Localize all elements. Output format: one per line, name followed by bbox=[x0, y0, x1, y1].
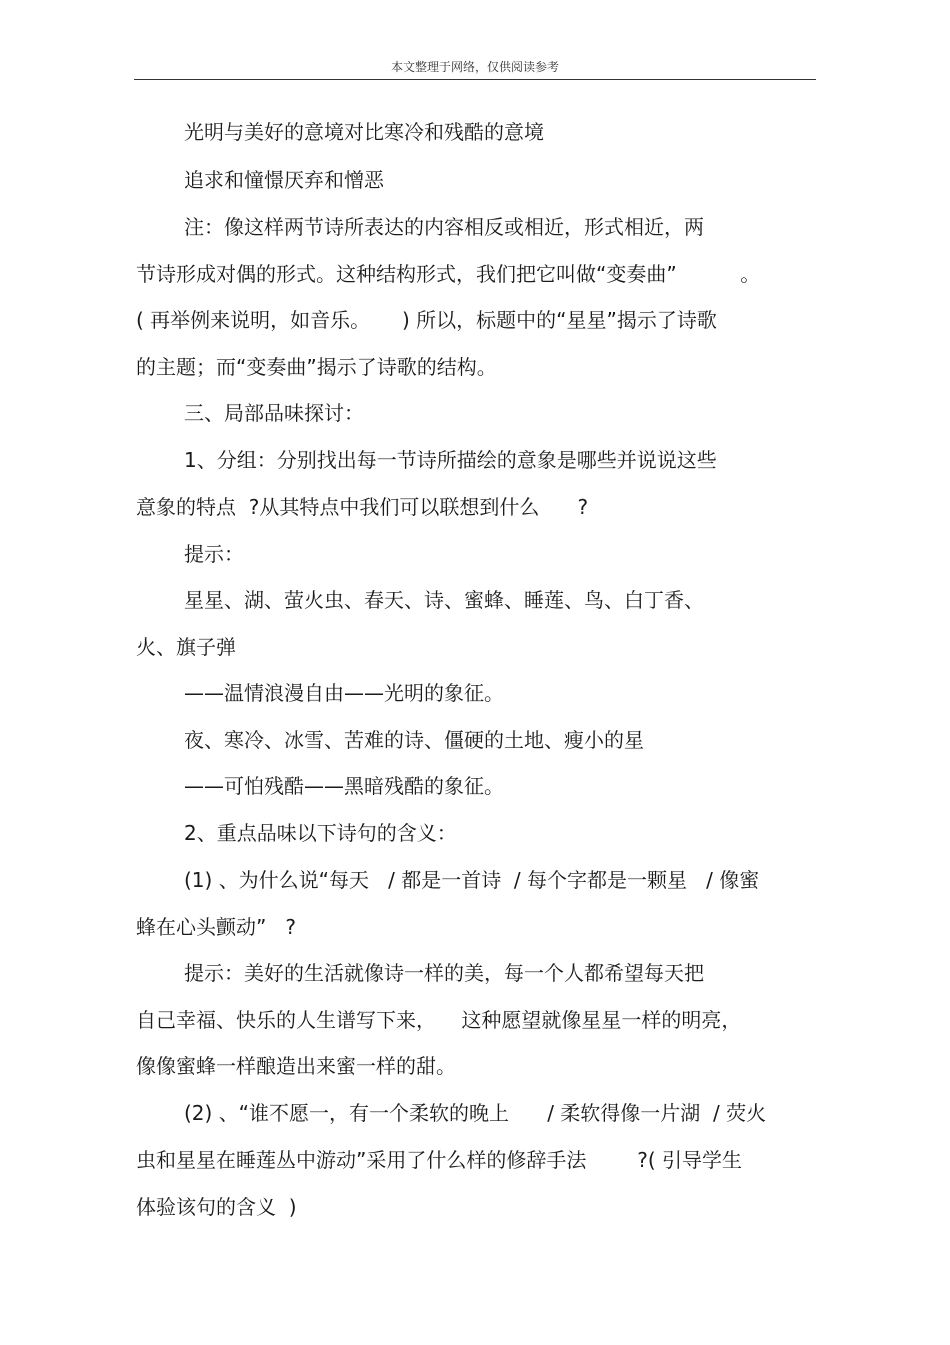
text-line: (1) 、为什么说“每天 / 都是一首诗 / 每个字都是一颗星 / 像蜜 bbox=[184, 868, 760, 892]
text-line: 注：像这样两节诗所表达的内容相反或相近，形式相近，两 bbox=[184, 215, 704, 239]
text-line: 虫和星星在睡莲丛中游动”采用了什么样的修辞手法 ?( 引导学生 bbox=[136, 1148, 742, 1172]
text-line: (2) 、“谁不愿一，有一个柔软的晚上 / 柔软得像一片湖 / 荧火 bbox=[184, 1101, 767, 1125]
text-line: 追求和憧憬厌弃和憎恶 bbox=[184, 168, 384, 192]
page-header: 本文整理于网络，仅供阅读参考 bbox=[390, 60, 559, 74]
text-line: 像像蜜蜂一样酿造出来蜜一样的甜。 bbox=[136, 1054, 456, 1078]
section-heading: 三、局部品味探讨： bbox=[184, 401, 364, 425]
header-rule bbox=[134, 79, 816, 80]
text-line: 提示： bbox=[184, 542, 244, 566]
text-line: 蜂在心头颤动” ? bbox=[136, 915, 297, 939]
text-line: 1、分组：分别找出每一节诗所描绘的意象是哪些并说说这些 bbox=[184, 448, 717, 472]
text-line: 2、重点品味以下诗句的含义： bbox=[184, 821, 457, 845]
text-line: 光明与美好的意境对比寒冷和残酷的意境 bbox=[184, 120, 544, 144]
text-line: 夜、寒冷、冰雪、苦难的诗、僵硬的土地、瘦小的星 bbox=[184, 728, 644, 752]
text-line: 火、旗子弹 bbox=[136, 635, 236, 659]
text-line: ——温情浪漫自由——光明的象征。 bbox=[184, 681, 504, 705]
text-line: 自己幸福、快乐的人生谱写下来， 这种愿望就像星星一样的明亮， bbox=[136, 1008, 742, 1032]
text-line: 的主题；而“变奏曲”揭示了诗歌的结构。 bbox=[136, 355, 497, 379]
text-line: 体验该句的含义 ) bbox=[136, 1195, 297, 1219]
text-line: 星星、湖、萤火虫、春天、诗、蜜蜂、睡莲、鸟、白丁香、 bbox=[184, 588, 704, 612]
text-line: ——可怕残酷——黑暗残酷的象征。 bbox=[184, 774, 504, 798]
text-line: 意象的特点 ?从其特点中我们可以联想到什么 ? bbox=[136, 495, 589, 519]
text-line: 提示：美好的生活就像诗一样的美，每一个人都希望每天把 bbox=[184, 961, 704, 985]
text-line: ( 再举例来说明，如音乐。 ) 所以，标题中的“星星”揭示了诗歌 bbox=[136, 308, 717, 332]
text-line: 节诗形成对偶的形式。这种结构形式，我们把它叫做“变奏曲” 。 bbox=[136, 262, 761, 286]
